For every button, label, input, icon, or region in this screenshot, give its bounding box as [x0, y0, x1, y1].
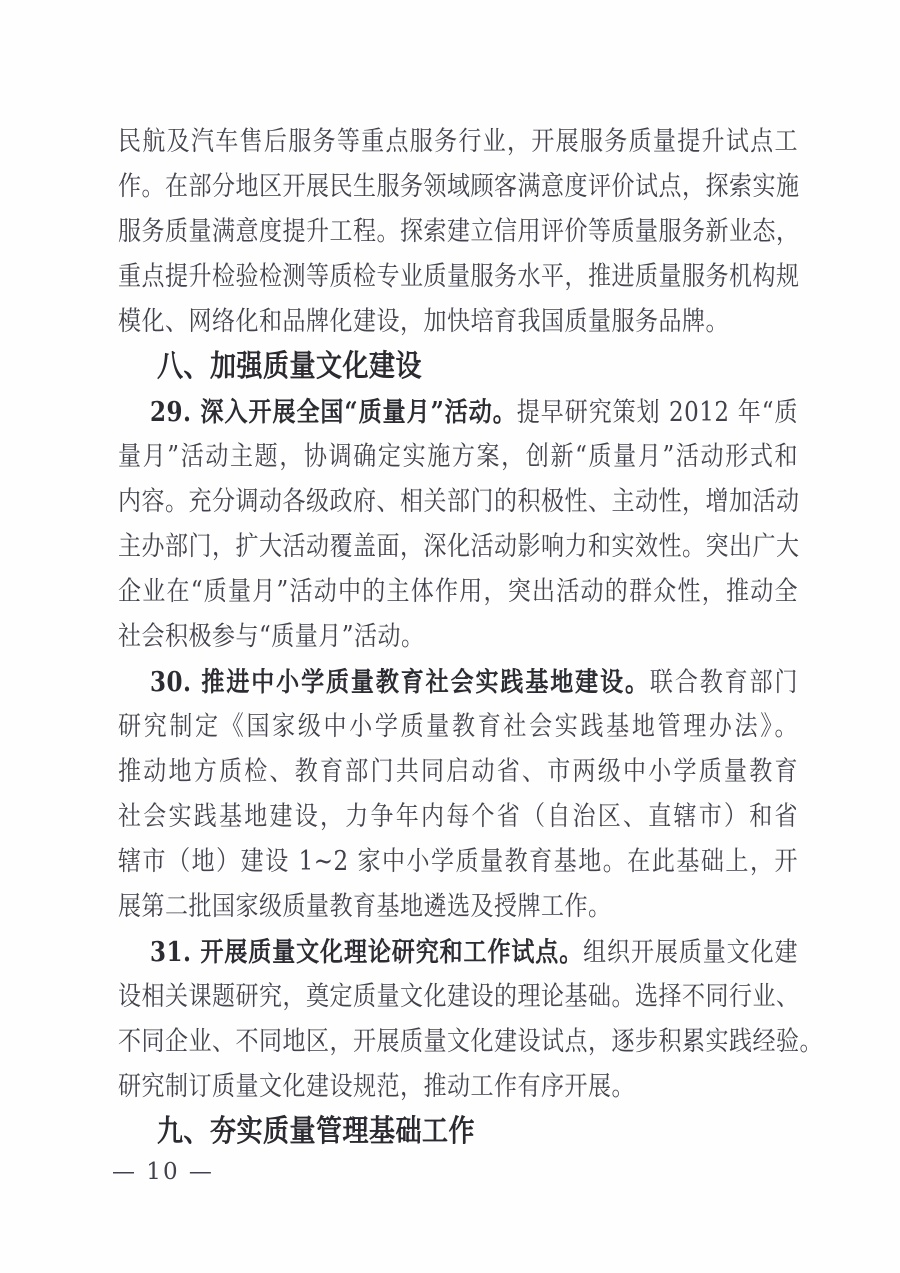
body-line: 量月”活动主题，协调确定实施方案，创新“质量月”活动形式和: [118, 441, 798, 472]
body-line: 内容。充分调动各级政府、相关部门的积极性、主动性，增加活动: [118, 486, 800, 517]
section-heading-9: 九、夯实质量管理基础工作: [157, 1114, 476, 1150]
item-30-rest: 联合教育部门: [649, 668, 798, 699]
body-line: 社会实践基地建设，力争年内每个省（自治区、直辖市）和省: [118, 801, 798, 832]
document-body: [118, 120, 823, 1155]
body-line: 研究制订质量文化建设规范，推动工作有序开展。: [118, 1071, 635, 1102]
body-line: 展第二批国家级质量教育基地遴选及授牌工作。: [118, 891, 612, 922]
body-line: 模化、网络化和品牌化建设，加快培育我国质量服务品牌。: [118, 306, 729, 337]
body-line: 作。在部分地区开展民生服务领域顾客满意度评价试点，探索实施: [118, 171, 800, 202]
page-number: — 10 —: [112, 1159, 214, 1185]
body-line: 服务质量满意度提升工程。探索建立信用评价等质量服务新业态，: [118, 216, 800, 247]
body-line: 研究制定《国家级中小学质量教育社会实践基地管理办法》。: [118, 711, 798, 742]
item-31-rest: 组织开展质量文化建: [583, 938, 798, 969]
body-line: 社会积极参与“质量月”活动。: [118, 621, 425, 652]
body-line: 重点提升检验检测等质检专业质量服务水平，推进质量服务机构规: [118, 261, 800, 292]
item-31-lead: 31. 开展质量文化理论研究和工作试点。: [150, 936, 584, 969]
body-line: 推动地方质检、教育部门共同启动省、市两级中小学质量教育: [118, 756, 798, 787]
item-29-rest: 提早研究策划 2012 年“质: [516, 398, 799, 429]
body-line: 主办部门，扩大活动覆盖面，深化活动影响力和实效性。突出广大: [118, 531, 800, 562]
body-line: 民航及汽车售后服务等重点服务行业，开展服务质量提升试点工: [118, 126, 798, 157]
body-line: 辖市（地）建设 1~2 家中小学质量教育基地。在此基础上，开: [118, 846, 798, 877]
body-line: 不同企业、不同地区，开展质量文化建设试点，逐步积累实践经验。: [118, 1026, 823, 1057]
body-line: 设相关课题研究，奠定质量文化建设的理论基础。选择不同行业、: [118, 981, 800, 1012]
item-29-lead: 29. 深入开展全国“质量月”活动。: [150, 396, 517, 429]
item-30-lead: 30. 推进中小学质量教育社会实践基地建设。: [150, 666, 650, 699]
body-line: 企业在“质量月”活动中的主体作用，突出活动的群众性，推动全: [118, 576, 798, 607]
section-heading-8: 八、加强质量文化建设: [157, 349, 423, 385]
